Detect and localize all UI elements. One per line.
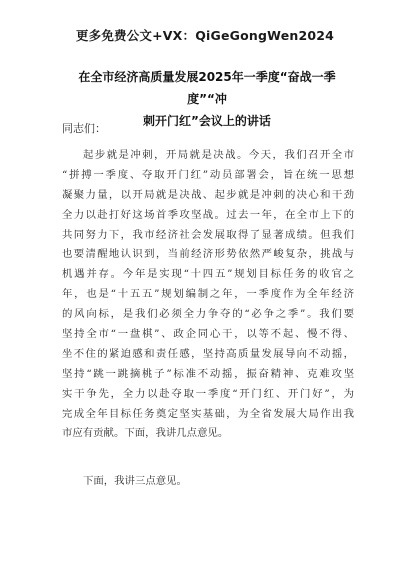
title-line: 在全市经济高质量发展2025年一季度“奋战一季度”“冲 <box>78 70 336 106</box>
paragraph-line: 的风向标，是我们必须全力争夺的“必争之季”。我们要 <box>62 308 354 321</box>
paragraph-line: 起步就是冲刺，开局就是决战。今天，我们召开全市 <box>83 149 354 161</box>
paragraph-line: 实干争先，全力以赴夺取一季度“开门红、开门好”，为 <box>62 387 354 400</box>
paragraph-line: 坚持全市“一盘棋”、政企同心干，以等不起、慢不得、 <box>62 328 354 341</box>
closing-line: 下面，我讲三点意见。 <box>83 475 187 487</box>
paragraph-line: 凝聚力量，以开局就是决战、起步就是冲刺的决心和干劲 <box>62 188 354 201</box>
paragraph-line: 坐不住的紧迫感和责任感，坚持高质量发展导向不动摇， <box>62 347 354 360</box>
paragraph-line: 坚持“跳一跳摘桃子”标准不动摇，振奋精神、克难攻坚 <box>62 367 354 380</box>
paragraph-line: “拼搏一季度、夺取开门红”动员部署会，旨在统一思想 <box>62 168 354 181</box>
body-paragraph <box>62 146 354 444</box>
paragraph-line: 全力以赴打好这场首季攻坚战。过去一年，在全市上下的 <box>62 208 354 221</box>
paragraph-line: 共同努力下，我市经济社会发展取得了显著成绩。但我们 <box>62 228 354 241</box>
paragraph-line: 也要清醒地认识到，当前经济形势依然严峻复杂，挑战与 <box>62 248 354 261</box>
title-line: 刺开门红”会议上的讲话 <box>143 114 271 128</box>
paragraph-line: 年，也是“十五五”规划编制之年，一季度作为全年经济 <box>62 288 354 301</box>
paragraph-line: 机遇并存。今年是实现“十四五”规划目标任务的收官之 <box>62 268 354 281</box>
paragraph-line: 完成全年目标任务奠定坚实基础，为全省发展大局作出我 <box>62 407 354 420</box>
paragraph-line: 市应有贡献。下面，我讲几点意见。 <box>62 427 229 440</box>
watermark-header: 更多免费公文+VX：QiGeGongWen2024 <box>75 28 335 43</box>
salutation: 同志们： <box>62 122 106 135</box>
